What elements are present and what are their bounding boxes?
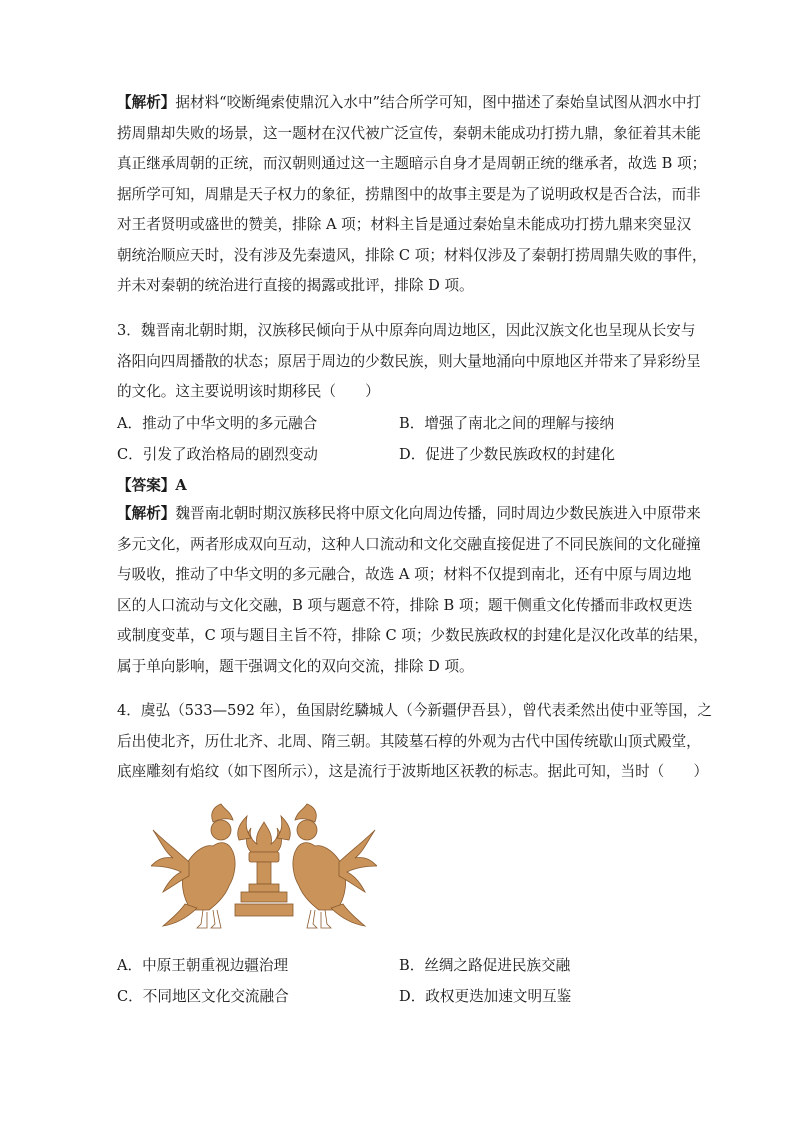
analysis-q2-line-5: 对王者贤明或盛世的赞美，排除 A 项；材料主旨是通过秦始皇未能成功打捞九鼎来突显汉: [117, 216, 692, 233]
analysis-q3: [117, 499, 708, 682]
altar-base-lower: [241, 892, 287, 902]
q3-line-1: 3．魏晋南北朝时期，汉族移民倾向于从中原奔向周边地区，因此汉族文化也呈现从长安与: [117, 322, 696, 339]
left-bird-figure: [182, 843, 235, 910]
right-ribbon: [277, 816, 290, 840]
altar-bowl: [249, 852, 279, 862]
analysis-q3-line-3: 与吸收，推动了中华文明的多元融合，故选 A 项；材料不仅提到南北，还有中原与周边地: [117, 566, 692, 583]
altar-flames: [247, 822, 282, 852]
q3-line-3: 的文化。这主要说明该时期移民（ ）: [117, 383, 380, 400]
left-tail: [163, 904, 197, 926]
q3-option-b[interactable]: B．增强了南北之间的理解与接纳: [399, 415, 615, 432]
analysis-q2-line-6: 朝统治顺应天时，没有涉及先秦遗风，排除 C 项；材料仅涉及了秦朝打捞周鼎失败的事件，: [117, 246, 707, 264]
left-head: [211, 820, 231, 840]
analysis-q3-line-1: 【解析】魏晋南北朝时期汉族移民将中原文化向周边传播，同时周边少数民族进入中原带来: [117, 505, 701, 522]
analysis-q2-line-1: 【解析】据材料“咬断绳索使鼎沉入水中”结合所学可知，图中描述了秦始皇试图从泗水中打: [117, 94, 702, 111]
analysis-q2-line-4: 据所学可知，周鼎是天子权力的象征，捞鼎图中的故事主要是为了说明政权是否合法，而非: [117, 185, 701, 203]
q4-line-1: 4．虞弘（533—592 年），鱼国尉纥驎城人（今新疆伊吾县），曾代表柔然出使中亚等国，之: [117, 702, 713, 719]
left-crest: [212, 804, 233, 822]
analysis-q2-line-2: 捞周鼎却失败的场景，这一题材在汉代被广泛宣传，秦朝未能成功打捞九鼎，象征着其未能: [117, 124, 701, 142]
question-4-stem: [117, 696, 713, 788]
q4-line-3: 底座雕刻有焰纹（如下图所示），这是流行于波斯地区祆教的标志。据此可知，当时（ ）: [117, 763, 709, 780]
analysis-q3-line-6: 属于单向影响，题干强调文化的双向交流，排除 D 项。: [117, 657, 474, 675]
analysis-q2-line-7: 并未对秦朝的统治进行直接的揭露或批评，排除 D 项。: [117, 277, 474, 294]
left-legs: [197, 910, 221, 928]
q3-option-d[interactable]: D．促进了少数民族政权的封建化: [399, 446, 616, 463]
q4-option-b[interactable]: B．丝绸之路促进民族交融: [399, 957, 571, 974]
analysis-tag: 【解析】: [117, 505, 176, 522]
right-bird-figure: [293, 843, 346, 910]
right-tail: [331, 904, 365, 926]
altar-base-foot: [235, 904, 293, 916]
right-crest: [295, 804, 316, 822]
analysis-tag: 【解析】: [117, 94, 176, 111]
right-head: [297, 820, 317, 840]
analysis-q2: [117, 88, 707, 302]
left-ribbon: [238, 816, 251, 840]
q3-option-c[interactable]: C．引发了政治格局的剧烈变动: [117, 446, 318, 463]
q4-line-2: 后出使北齐，历仕北齐、北周、隋三朝。其陵墓石椁的外观为古代中国传统歇山顶式殿堂，: [117, 732, 701, 750]
q4-option-d[interactable]: D．政权更迭加速文明互鉴: [399, 988, 572, 1005]
altar-stem: [257, 862, 271, 884]
q4-option-c[interactable]: C．不同地区文化交流融合: [117, 988, 289, 1005]
fire-altar-relief-image: [151, 800, 377, 930]
analysis-q2-line-3: 真正继承周朝的正统，而汉朝则通过这一主题暗示自身才是周朝正统的继承者，故选 B 项；: [117, 155, 707, 172]
altar-base-upper: [249, 884, 279, 892]
analysis-q3-line-4: 区的人口流动与文化交融，B 项与题意不符，排除 B 项；题干侧重文化传播而非政权更迭: [117, 596, 693, 614]
q4-option-a[interactable]: A．中原王朝重视边疆治理: [117, 957, 289, 974]
analysis-q3-line-5: 或制度变革，C 项与题目主旨不符，排除 C 项；少数民族政权的封建化是汉化改革的结果，: [117, 627, 708, 644]
question-3-stem: [117, 316, 701, 408]
q3-line-2: 洛阳向四周播散的状态；原居于周边的少数民族，则大量地涌向中原地区并带来了异彩纷呈: [117, 352, 701, 370]
analysis-q3-line-2: 多元文化，两者形成双向互动，这种人口流动和文化交融直接促进了不同民族间的文化碰撞: [117, 535, 701, 553]
q3-answer: 【答案】A: [117, 477, 187, 494]
q3-option-a[interactable]: A．推动了中华文明的多元融合: [117, 415, 318, 432]
right-legs: [307, 910, 331, 928]
